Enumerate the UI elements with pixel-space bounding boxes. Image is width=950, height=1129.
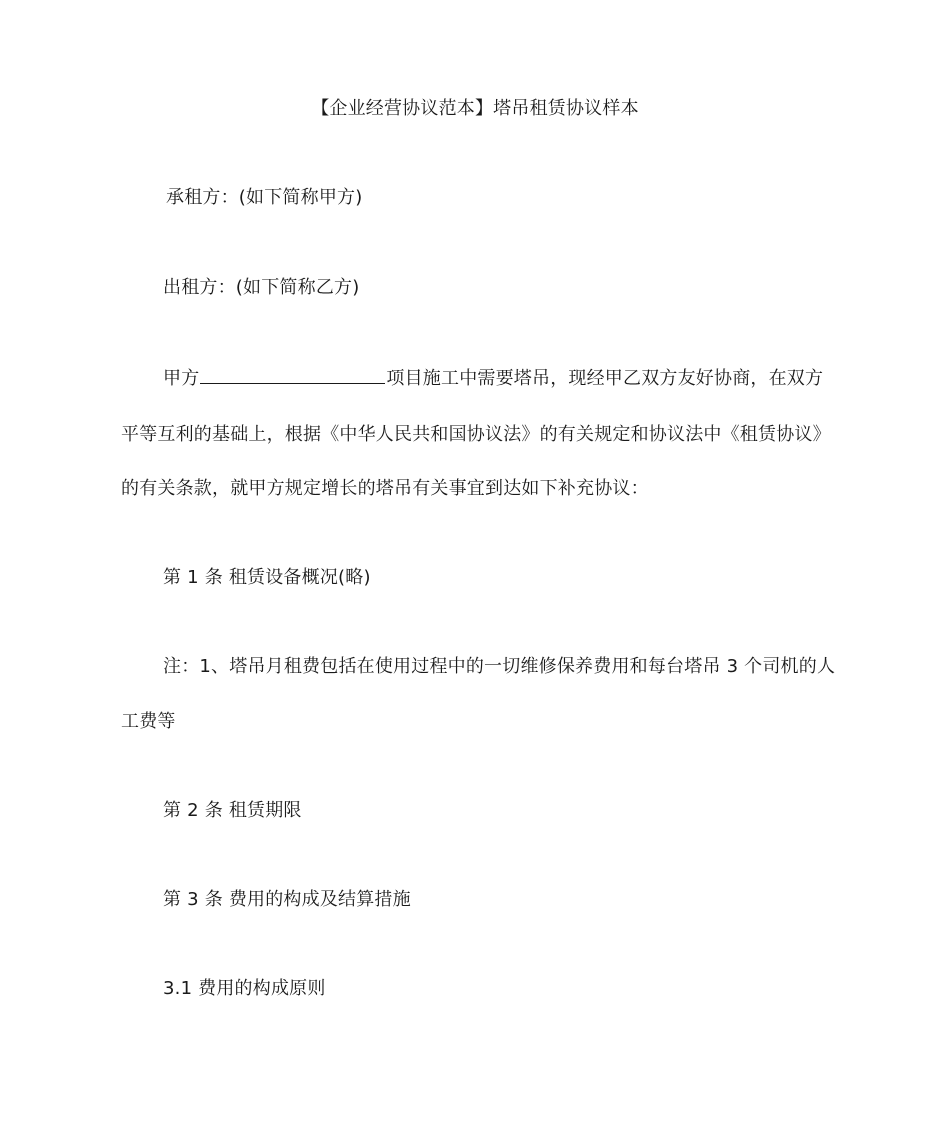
note-line-2: 工费等	[121, 711, 176, 732]
article-2-heading: 第 2 条 租赁期限	[163, 800, 302, 821]
intro-line-1	[163, 365, 823, 391]
lessee-line: 承租方：(如下简称甲方)	[166, 187, 363, 208]
section-3-1-heading: 3.1 费用的构成原则	[163, 978, 326, 999]
intro-suffix: 项目施工中需要塔吊，现经甲乙双方友好协商，在双方	[386, 368, 824, 389]
intro-prefix: 甲方	[163, 368, 200, 389]
note-line-1: 注：1、塔吊月租费包括在使用过程中的一切维修保养费用和每台塔吊 3 个司机的人	[163, 656, 836, 677]
lessor-line: 出租方：(如下简称乙方)	[163, 277, 360, 298]
article-1-heading: 第 1 条 租赁设备概况(略)	[163, 567, 371, 588]
document-title: 【企业经营协议范本】塔吊租赁协议样本	[311, 98, 639, 119]
article-3-heading: 第 3 条 费用的构成及结算措施	[163, 889, 411, 910]
project-name-blank	[200, 365, 385, 384]
intro-line-3: 的有关条款，就甲方规定增长的塔吊有关事宜到达如下补充协议：	[121, 478, 649, 499]
intro-line-2: 平等互利的基础上，根据《中华人民共和国协议法》的有关规定和协议法中《租赁协议》	[121, 424, 831, 445]
